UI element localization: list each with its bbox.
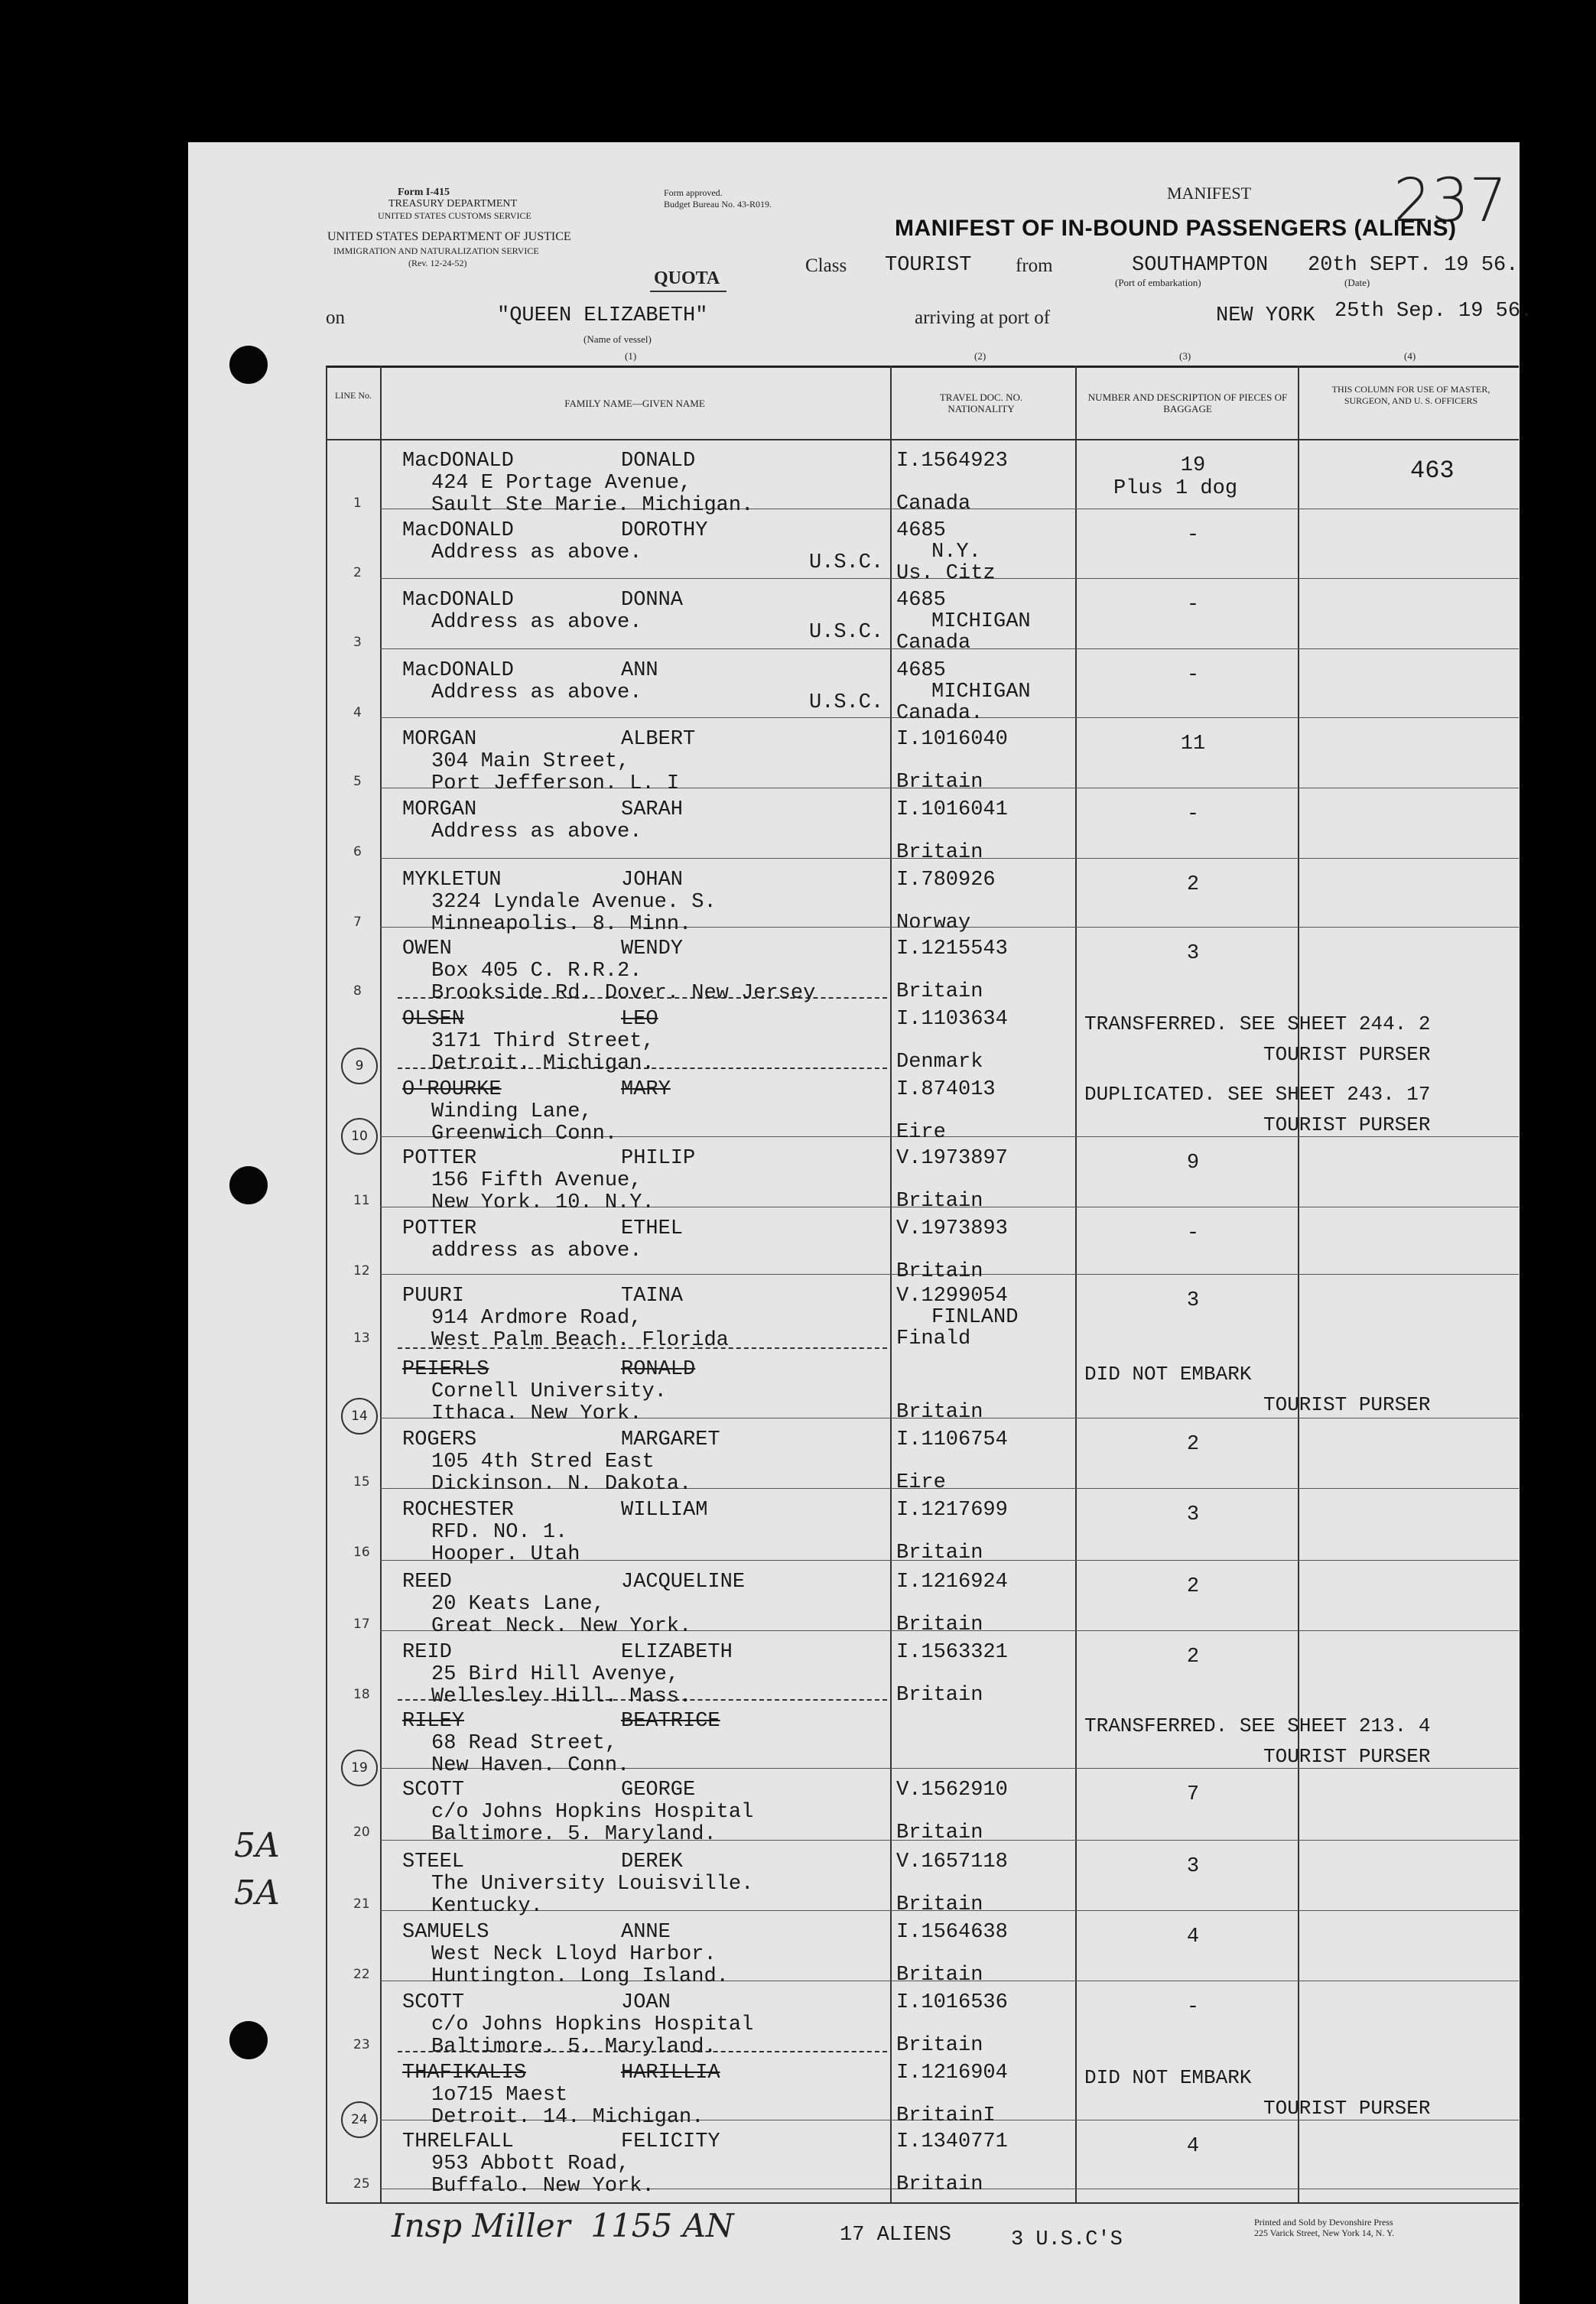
line-number: 21 <box>353 1896 370 1912</box>
address-line-2: Great Neck. New York. <box>431 1615 692 1638</box>
family-name: SAMUELS <box>402 1921 489 1944</box>
baggage-count: 4 <box>1186 1925 1200 1948</box>
date-caption: (Date) <box>1344 277 1370 288</box>
address-line-2: Hooper. Utah <box>431 1543 580 1566</box>
class-label: Class <box>805 255 847 276</box>
baggage-count: - <box>1186 524 1200 547</box>
address-line-2: Wellesley Hill. Mass. <box>431 1685 692 1708</box>
line-number: 1 <box>353 496 362 511</box>
address-line-2: Port Jefferson. L. I <box>431 772 680 795</box>
address-line-2: New Haven. Conn. <box>431 1754 630 1777</box>
travel-doc-number: I.1103634 <box>896 1008 1008 1031</box>
baggage-count: - <box>1186 1996 1200 2019</box>
line-number: 17 <box>353 1617 370 1632</box>
travel-doc-number: V.1562910 <box>896 1779 1008 1802</box>
address-line-1: 304 Main Street, <box>431 750 630 773</box>
nationality: Britain <box>896 1260 983 1283</box>
address-line-2: Huntington. Long Island. <box>431 1965 729 1988</box>
address-line-2: Detroit. 14. Michigan. <box>431 2106 704 2129</box>
family-name: O'ROURKE <box>402 1078 502 1101</box>
travel-doc-number: V.1299054 <box>896 1285 1008 1308</box>
baggage-count: - <box>1186 593 1200 616</box>
baggage-count: 2 <box>1186 1646 1200 1669</box>
address-line-1: 156 Fifth Avenue, <box>431 1169 642 1192</box>
col-header-line-no: LINE No. <box>335 390 372 401</box>
given-name: SARAH <box>621 798 684 821</box>
family-name: MacDONALD <box>402 589 514 612</box>
family-name: STEEL <box>402 1851 465 1873</box>
address-line-2: Brookside Rd. Dover. New Jersey <box>431 982 816 1005</box>
address-line-2: Detroit. Michigan. <box>431 1052 655 1075</box>
col-number-2: (2) <box>974 350 987 362</box>
baggage-note: DUPLICATED. SEE SHEET 243. 17 <box>1084 1083 1431 1106</box>
address-line-1: 3171 Third Street, <box>431 1030 655 1053</box>
manifest-title: MANIFEST OF IN-BOUND PASSENGERS (ALIENS) <box>895 216 1457 241</box>
travel-doc-number: I.1563321 <box>896 1641 1008 1664</box>
line-number: 20 <box>353 1825 370 1840</box>
baggage-note-2: TOURIST PURSER <box>1263 1113 1431 1136</box>
nationality: Britain <box>896 1401 983 1424</box>
given-name: HARILLIA <box>621 2062 720 2085</box>
baggage-count: 2 <box>1186 1575 1200 1598</box>
address-line-2: Dickinson. N. Dakota. <box>431 1473 692 1496</box>
address-line-1: 20 Keats Lane, <box>431 1593 605 1616</box>
family-name: MORGAN <box>402 798 477 821</box>
travel-doc-number: I.1016536 <box>896 1991 1008 2014</box>
travel-doc-extra: FINLAND <box>931 1306 1019 1329</box>
family-name: THAFIKALIS <box>402 2062 527 2085</box>
embark-date: 20th SEPT. 19 56. <box>1308 254 1519 277</box>
address-line-1: 3224 Lyndale Avenue. S. <box>431 891 717 914</box>
nationality: Eire <box>896 1471 946 1494</box>
nationality: Britain <box>896 841 983 864</box>
address-line-1: 68 Read Street, <box>431 1732 618 1755</box>
address-line-1: address as above. <box>431 1240 642 1262</box>
travel-doc-number: I.1216924 <box>896 1571 1008 1594</box>
address-line-2: Baltimore. 5. Maryland. <box>431 1823 717 1846</box>
address-line-1: West Neck Lloyd Harbor. <box>431 1943 717 1966</box>
nationality: Canada <box>896 632 971 655</box>
given-name: JACQUELINE <box>621 1571 746 1594</box>
baggage-note-2: TOURIST PURSER <box>1263 1393 1431 1416</box>
col-number-1: (1) <box>625 350 637 362</box>
baggage-count: 19 <box>1180 454 1206 477</box>
family-name: OLSEN <box>402 1008 465 1031</box>
given-name: DEREK <box>621 1851 684 1873</box>
address-line-1: 424 E Portage Avenue, <box>431 472 692 495</box>
family-name: THRELFALL <box>402 2130 514 2153</box>
address-line-1: RFD. NO. 1. <box>431 1521 568 1544</box>
baggage-count: 11 <box>1180 733 1206 756</box>
travel-doc-number: I.874013 <box>896 1078 996 1101</box>
justice-dept: UNITED STATES DEPARTMENT OF JUSTICE <box>327 230 571 243</box>
port-caption: (Port of embarkation) <box>1115 277 1201 288</box>
given-name: ETHEL <box>621 1217 684 1240</box>
family-name: SCOTT <box>402 1779 465 1802</box>
punch-hole <box>229 346 268 384</box>
given-name: JOHAN <box>621 869 684 892</box>
usc-marker: U.S.C. <box>809 551 884 574</box>
travel-doc-extra: MICHIGAN <box>931 681 1031 704</box>
given-name: MARGARET <box>621 1428 720 1451</box>
address-line-1: 914 Ardmore Road, <box>431 1307 642 1330</box>
baggage-note: TRANSFERRED. SEE SHEET 244. 2 <box>1084 1012 1431 1035</box>
family-name: POTTER <box>402 1147 477 1170</box>
family-name: MacDONALD <box>402 450 514 473</box>
on-label: on <box>326 307 345 328</box>
printer-line-1: Printed and Sold by Devonshire Press <box>1254 2217 1393 2228</box>
given-name: FELICITY <box>621 2130 720 2153</box>
line-number: 3 <box>353 635 362 650</box>
given-name: DOROTHY <box>621 519 708 542</box>
line-number: 18 <box>353 1687 370 1702</box>
line-number: 14 <box>341 1398 378 1435</box>
line-number: 7 <box>353 915 362 930</box>
line-number: 12 <box>353 1263 370 1279</box>
officer-note: 463 <box>1410 457 1455 485</box>
travel-doc-number: V.1973897 <box>896 1147 1008 1170</box>
given-name: JOAN <box>621 1991 671 2014</box>
punch-hole <box>229 1166 268 1204</box>
usc-count: 3 U.S.C'S <box>1011 2228 1123 2251</box>
address-line-1: Cornell University. <box>431 1380 667 1403</box>
budget-bureau: Budget Bureau No. 43-R019. <box>664 199 772 210</box>
line-number: 22 <box>353 1967 370 1982</box>
baggage-count: - <box>1186 1222 1200 1245</box>
travel-doc-number: V.1657118 <box>896 1851 1008 1873</box>
inspector-signature: Insp Miller 1155 AN <box>392 2207 734 2244</box>
nationality: Britain <box>896 771 983 794</box>
quota-label: QUOTA <box>654 268 720 288</box>
address-line-1: Winding Lane, <box>431 1100 593 1123</box>
given-name: ANNE <box>621 1921 671 1944</box>
line-number: 23 <box>353 2037 370 2052</box>
baggage-count: 3 <box>1186 1289 1200 1312</box>
immigration-service: IMMIGRATION AND NATURALIZATION SERVICE <box>333 245 539 256</box>
address-line-1: Address as above. <box>431 821 642 843</box>
nationality: Britain <box>896 1821 983 1844</box>
nationality: Denmark <box>896 1051 983 1074</box>
revision: (Rev. 12-24-52) <box>408 258 467 268</box>
baggage-note-2: TOURIST PURSER <box>1263 1745 1431 1768</box>
embark-port: SOUTHAMPTON <box>1132 254 1269 277</box>
vessel-name: "QUEEN ELIZABETH" <box>497 304 708 327</box>
baggage-count: - <box>1186 803 1200 826</box>
travel-doc-number: I.1016041 <box>896 798 1008 821</box>
family-name: MORGAN <box>402 728 477 751</box>
family-name: REID <box>402 1641 452 1664</box>
family-name: REED <box>402 1571 452 1594</box>
alien-count: 17 ALIENS <box>840 2224 951 2247</box>
address-line-2: Sault Ste Marie. Michigan. <box>431 494 754 517</box>
travel-doc-number: I.1216904 <box>896 2062 1008 2085</box>
address-line-1: c/o Johns Hopkins Hospital <box>431 2013 754 2036</box>
col-header-travel-doc: TRAVEL DOC. NO. NATIONALITY <box>939 392 1023 414</box>
col-header-baggage: NUMBER AND DESCRIPTION OF PIECES OF BAGGAGE <box>1087 392 1288 414</box>
given-name: LEO <box>621 1008 658 1031</box>
address-line-1: c/o Johns Hopkins Hospital <box>431 1801 754 1824</box>
address-line-2: Buffalo. New York. <box>431 2175 655 2198</box>
travel-doc-number: I.780926 <box>896 869 996 892</box>
nationality: Canada <box>896 492 971 515</box>
nationality: BritainI <box>896 2104 996 2127</box>
treasury-dept: TREASURY DEPARTMENT <box>388 198 518 210</box>
family-name: PUURI <box>402 1285 465 1308</box>
address-line-2: Minneapolis. 8. Minn. <box>431 913 692 936</box>
baggage-count: 2 <box>1186 1433 1200 1456</box>
given-name: TAINA <box>621 1285 684 1308</box>
baggage-note-2: TOURIST PURSER <box>1263 2097 1431 2120</box>
baggage-count: - <box>1186 664 1200 687</box>
baggage-count: 7 <box>1186 1783 1200 1806</box>
nationality: Britain <box>896 1964 983 1987</box>
travel-doc-number: 4685 <box>896 519 946 542</box>
class-value: TOURIST <box>885 254 972 277</box>
given-name: ANN <box>621 659 658 682</box>
baggage-count: 3 <box>1186 942 1200 965</box>
line-number: 19 <box>341 1750 378 1786</box>
nationality: Britain <box>896 1684 983 1707</box>
family-name: OWEN <box>402 938 452 960</box>
address-line-1: The University Louisville. <box>431 1873 754 1896</box>
baggage-count: 3 <box>1186 1855 1200 1878</box>
arriving-label: arriving at port of <box>915 307 1051 328</box>
punch-hole <box>229 2021 268 2059</box>
line-number: 9 <box>341 1048 378 1084</box>
nationality: Norway <box>896 912 971 934</box>
family-name: POTTER <box>402 1217 477 1240</box>
nationality: Canada. <box>896 702 983 725</box>
baggage-note: DID NOT EMBARK <box>1084 1363 1252 1386</box>
family-name: MYKLETUN <box>402 869 502 892</box>
address-line-1: Box 405 C. R.R.2. <box>431 960 642 983</box>
address-line-1: Address as above. <box>431 681 642 704</box>
family-name: RILEY <box>402 1710 465 1733</box>
baggage-count: 2 <box>1186 873 1200 896</box>
from-label: from <box>1016 255 1053 276</box>
form-approved: Form approved. <box>664 187 723 198</box>
line-number: 4 <box>353 705 362 720</box>
travel-doc-number: I.1340771 <box>896 2130 1008 2153</box>
address-line-2: Ithaca. New York. <box>431 1402 642 1425</box>
nationality: Britain <box>896 1893 983 1916</box>
address-line-1: 1o715 Maest <box>431 2084 568 2107</box>
travel-doc-number: I.1016040 <box>896 728 1008 751</box>
nationality: Britain <box>896 2173 983 2196</box>
line-number: 6 <box>353 844 362 860</box>
travel-doc-number: V.1973893 <box>896 1217 1008 1240</box>
nationality: Us. Citz <box>896 562 996 585</box>
address-line-2: New York. 10. N.Y. <box>431 1191 655 1214</box>
nationality: Eire <box>896 1121 946 1144</box>
line-number: 24 <box>341 2101 378 2138</box>
nationality: Britain <box>896 1190 983 1213</box>
address-line-2: Greenwich Conn. <box>431 1123 618 1146</box>
line-number: 25 <box>353 2176 370 2192</box>
line-number: 10 <box>341 1118 378 1155</box>
given-name: DONALD <box>621 450 696 473</box>
line-number: 8 <box>353 983 362 999</box>
col-number-4: (4) <box>1404 350 1416 362</box>
address-line-1: 25 Bird Hill Avenye, <box>431 1663 680 1686</box>
travel-doc-number: 4685 <box>896 659 946 682</box>
address-line-2: Kentucky. <box>431 1895 543 1918</box>
given-name: BEATRICE <box>621 1710 720 1733</box>
travel-doc-number: I.1106754 <box>896 1428 1008 1451</box>
nationality: Britain <box>896 980 983 1003</box>
usc-marker: U.S.C. <box>809 691 884 714</box>
travel-doc-number: I.1217699 <box>896 1499 1008 1522</box>
given-name: WILLIAM <box>621 1499 708 1522</box>
travel-doc-number: I.1564638 <box>896 1921 1008 1944</box>
given-name: MARY <box>621 1078 671 1101</box>
travel-doc-extra: N.Y. <box>931 541 981 564</box>
line-number: 2 <box>353 565 362 580</box>
address-line-2: Baltimore. 5. Maryland. <box>431 2036 717 2059</box>
vessel-caption: (Name of vessel) <box>583 333 652 345</box>
travel-doc-number: I.1215543 <box>896 938 1008 960</box>
family-name: ROGERS <box>402 1428 477 1451</box>
line-number: 15 <box>353 1474 370 1490</box>
address-line-1: Address as above. <box>431 541 642 564</box>
manifest-label: MANIFEST <box>1167 184 1252 203</box>
given-name: DONNA <box>621 589 684 612</box>
col-header-officers: THIS COLUMN FOR USE OF MASTER, SURGEON, AND U. S. OFFICERS <box>1331 384 1490 406</box>
nationality: Britain <box>896 2034 983 2057</box>
baggage-note: TRANSFERRED. SEE SHEET 213. 4 <box>1084 1714 1431 1737</box>
baggage-count: 4 <box>1186 2135 1200 2158</box>
manifest-number: 237 <box>1393 167 1507 236</box>
family-name: PEIERLS <box>402 1358 489 1381</box>
usc-marker: U.S.C. <box>809 621 884 644</box>
given-name: ALBERT <box>621 728 696 751</box>
col-header-name: FAMILY NAME—GIVEN NAME <box>564 398 705 409</box>
baggage-extra: Plus 1 dog <box>1113 477 1238 500</box>
given-name: ELIZABETH <box>621 1641 733 1664</box>
travel-doc-number: 4685 <box>896 589 946 612</box>
margin-note: 5A <box>234 1873 280 1912</box>
baggage-count: 9 <box>1186 1152 1200 1175</box>
customs-service: UNITED STATES CUSTOMS SERVICE <box>378 210 531 221</box>
nationality: Finald <box>896 1327 971 1350</box>
family-name: SCOTT <box>402 1991 465 2014</box>
form-number: Form I-415 <box>398 187 450 198</box>
margin-note: 5A <box>234 1826 280 1865</box>
given-name: GEORGE <box>621 1779 696 1802</box>
family-name: MacDONALD <box>402 519 514 542</box>
given-name: WENDY <box>621 938 684 960</box>
nationality: Britain <box>896 1613 983 1636</box>
address-line-1: 953 Abbott Road, <box>431 2153 630 2176</box>
travel-doc-extra: MICHIGAN <box>931 610 1031 633</box>
address-line-2: West Palm Beach. Florida <box>431 1329 729 1352</box>
baggage-count: 3 <box>1186 1503 1200 1526</box>
line-number: 5 <box>353 774 362 789</box>
arrival-port: NEW YORK <box>1216 304 1315 327</box>
given-name: RONALD <box>621 1358 696 1381</box>
line-number: 13 <box>353 1331 370 1346</box>
family-name: MacDONALD <box>402 659 514 682</box>
travel-doc-number: I.1564923 <box>896 450 1008 473</box>
address-line-1: Address as above. <box>431 611 642 634</box>
col-number-3: (3) <box>1179 350 1191 362</box>
nationality: Britain <box>896 1542 983 1565</box>
arrival-date: 25th Sep. 19 56. <box>1334 300 1533 323</box>
given-name: PHILIP <box>621 1147 696 1170</box>
baggage-note-2: TOURIST PURSER <box>1263 1043 1431 1066</box>
address-line-1: 105 4th Stred East <box>431 1451 655 1474</box>
baggage-note: DID NOT EMBARK <box>1084 2066 1252 2089</box>
printer-line-2: 225 Varick Street, New York 14, N. Y. <box>1254 2228 1395 2238</box>
family-name: ROCHESTER <box>402 1499 514 1522</box>
line-number: 11 <box>353 1193 370 1208</box>
line-number: 16 <box>353 1545 370 1560</box>
